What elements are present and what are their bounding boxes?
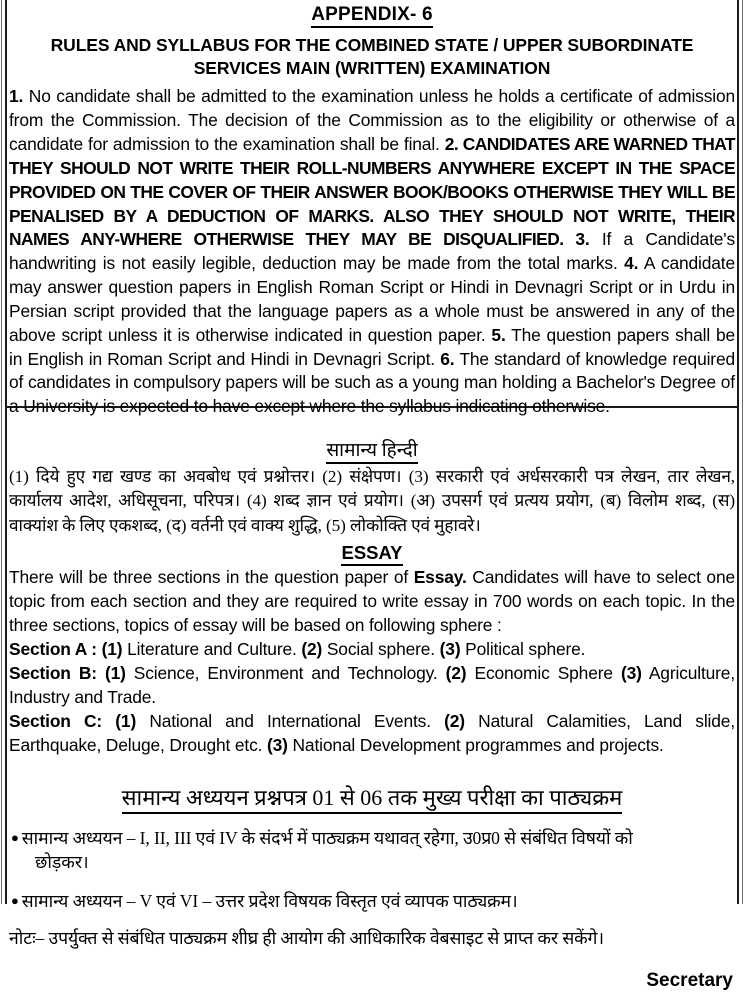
essay-section-b-item-3-number: (3) — [620, 663, 642, 684]
essay-section-a-item-3-number: (3) — [439, 639, 461, 660]
rule-3-number: 3. — [575, 229, 590, 250]
page-border-left-inner — [5, 0, 7, 904]
essay-section-c-item-1-text: National and International Events. — [136, 711, 431, 732]
syllabus-bullet-1 — [9, 812, 735, 851]
essay-section-b-item-1-number: (1) — [104, 663, 126, 684]
page-title-line-2: SERVICES MAIN (WRITTEN) EXAMINATION — [193, 58, 551, 79]
essay-section-b-label: Section B: — [9, 663, 97, 684]
essay-section-c-item-3-number: (3) — [267, 735, 288, 756]
essay-section-c-label: Section C: — [9, 711, 103, 732]
general-hindi-body: (1) दिये हुए गद्य खण्ड का अवबोध एवं प्रश्नोत्तर। (2) संक्षेपण। (3) सरकारी एवं अर्धसरकारी पत्र लेखन, तार लेखन, कार्यालय आदेश, अधिसूचना, परिपत्र। (4) शब्द ज्ञान एवं प्रयोग। (अ) उपसर्ग एवं प्रत्यय प्रयोग, (ब) विलोम शब्द, (स) वाक्यांश के लिए एकशब्द, (द) वर्तनी एवं वाक्य शुद्धि, (5) लोकोक्ति एवं मुहावरे। — [9, 466, 735, 535]
rule-5-number: 5. — [491, 324, 506, 345]
page-border-right-outer — [742, 0, 743, 904]
essay-intro-emphasis: Essay. — [413, 567, 467, 588]
syllabus-heading-text: सामान्य अध्ययन प्रश्नपत्र 01 से 06 तक मुख्य परीक्षा का पाठ्यक्रम — [122, 785, 623, 814]
syllabus-heading — [9, 757, 735, 811]
essay-intro-paragraph — [9, 564, 735, 637]
rule-5-text: The question papers shall be in English in Roman Script and Hindi in Devnagri Script. — [9, 324, 735, 369]
rule-1-number: 1. — [9, 86, 24, 107]
page-title — [9, 27, 735, 81]
essay-section-c-item-1-number: (1) — [115, 711, 137, 732]
rules-paragraph — [9, 80, 735, 419]
essay-section-b-item-2-text: Economic Sphere — [466, 663, 613, 684]
essay-section-b-item-1-text: Science, Environment and Technology. — [125, 663, 438, 684]
rule-4-number: 4. — [624, 253, 639, 274]
syllabus-note: नोटः– उपर्युक्त से संबंधित पाठ्यक्रम शीघ्र ही आयोग की आधिकारिक वेबसाइट से प्राप्त कर सकेंगे। — [9, 927, 604, 948]
essay-section-c — [9, 709, 735, 757]
rule-1-text: No candidate shall be admitted to the examination unless he holds a certificate of admission from the Commission. The decision of the Commission as to the eligibility or otherwise of a candidate for admission to the examination shall be final. — [9, 86, 735, 154]
syllabus-bullet-1-continuation: छोड़कर। — [35, 852, 89, 873]
essay-section-c-item-2-text: Natural Calamities, Land slide, Earthquake, Deluge, Drought etc. — [9, 711, 735, 756]
syllabus-bullet-1-text: सामान्य अध्ययन – I, II, III एवं IV के संदर्भ में पाठ्यक्रम यथावत् रहेगा, उ0प्र0 से संबंधित विषयों को — [21, 827, 633, 848]
page-border-right-inner — [737, 0, 739, 904]
essay-section-a-item-1-number: (1) — [101, 639, 123, 660]
essay-heading-text: ESSAY — [341, 542, 402, 566]
rule-6-number: 6. — [440, 348, 455, 369]
appendix-heading-text: APPENDIX- 6 — [311, 4, 433, 28]
essay-section-a-item-2-number: (2) — [301, 639, 323, 660]
essay-section-a-item-2-text: Social sphere. — [322, 639, 435, 660]
bullet-point-icon: ● — [11, 829, 19, 845]
page-title-line-1: RULES AND SYLLABUS FOR THE COMBINED STATE / UPPER SUBORDINATE — [50, 34, 694, 55]
rule-4-text: A candidate may answer question papers in English Roman Script or Hindi in Devnagri Script or in Urdu in Persian script provided that the language papers as a whole must be answered in any of the above script unless it is otherwise indicated in question paper. — [9, 253, 735, 345]
essay-section-c-item-2-number: (2) — [444, 711, 465, 732]
syllabus-bullet-2-text: सामान्य अध्ययन – V एवं VI – उत्तर प्रदेश विषयक विस्तृत एवं व्यापक पाठ्यक्रम। — [21, 891, 518, 912]
essay-intro-part-2: Candidates will have to select one topic from each section and they are required to write essay in 700 words on each topic. In the three sections, topics of essay will be based on following sphere : — [9, 567, 735, 636]
signature-secretary: Secretary — [646, 970, 733, 992]
bullet-point-icon: ● — [11, 893, 19, 909]
essay-section-c-item-3-text: National Development programmes and projects. — [287, 735, 664, 756]
general-hindi-heading — [9, 433, 735, 463]
syllabus-bullet-2 — [9, 875, 735, 914]
document-content — [9, 0, 735, 992]
rule-6-text: The standard of knowledge required of candidates in compulsory papers will be such as a young man holding a Bachelor's Degree of a University is expected to have except where the syllabus indicating otherwise. — [9, 348, 735, 417]
appendix-heading — [9, 0, 735, 27]
page-border-left-outer — [1, 0, 2, 904]
essay-section-b — [9, 661, 735, 709]
rule-2-text: 2. CANDIDATES ARE WARNED THAT THEY SHOULD NOT WRITE THEIR ROLL-NUMBERS ANYWHERE EXCEPT IN THE SPACE PROVIDED ON THE COVER OF THEIR ANSWER BOOK/BOOKS OTHERWISE THEY WILL BE PENALISED BY A DEDUCTION OF MARKS. ALSO THEY SHOULD NOT WRITE, THEIR NAMES ANY-WHERE OTHERWISE THEY MAY BE DISQUALIFIED. — [9, 133, 735, 250]
essay-section-b-item-2-number: (2) — [445, 663, 467, 684]
essay-section-a-label: Section A : — [9, 639, 97, 660]
essay-section-b-item-3-text: Agriculture, Industry and Trade. — [9, 663, 736, 708]
essay-section-a-item-3-text: Political sphere. — [460, 639, 586, 660]
essay-section-a-item-1-text: Literature and Culture. — [122, 639, 297, 660]
rule-3-text: If a Candidate's handwriting is not easily legible, deduction may be made from the total marks. — [9, 229, 735, 274]
divider-spacer — [9, 419, 735, 433]
essay-heading — [9, 538, 735, 564]
general-hindi-heading-text: सामान्य हिन्दी — [326, 440, 417, 464]
essay-section-a — [9, 637, 735, 661]
essay-intro-part-1: There will be three sections in the question paper of — [9, 567, 414, 588]
